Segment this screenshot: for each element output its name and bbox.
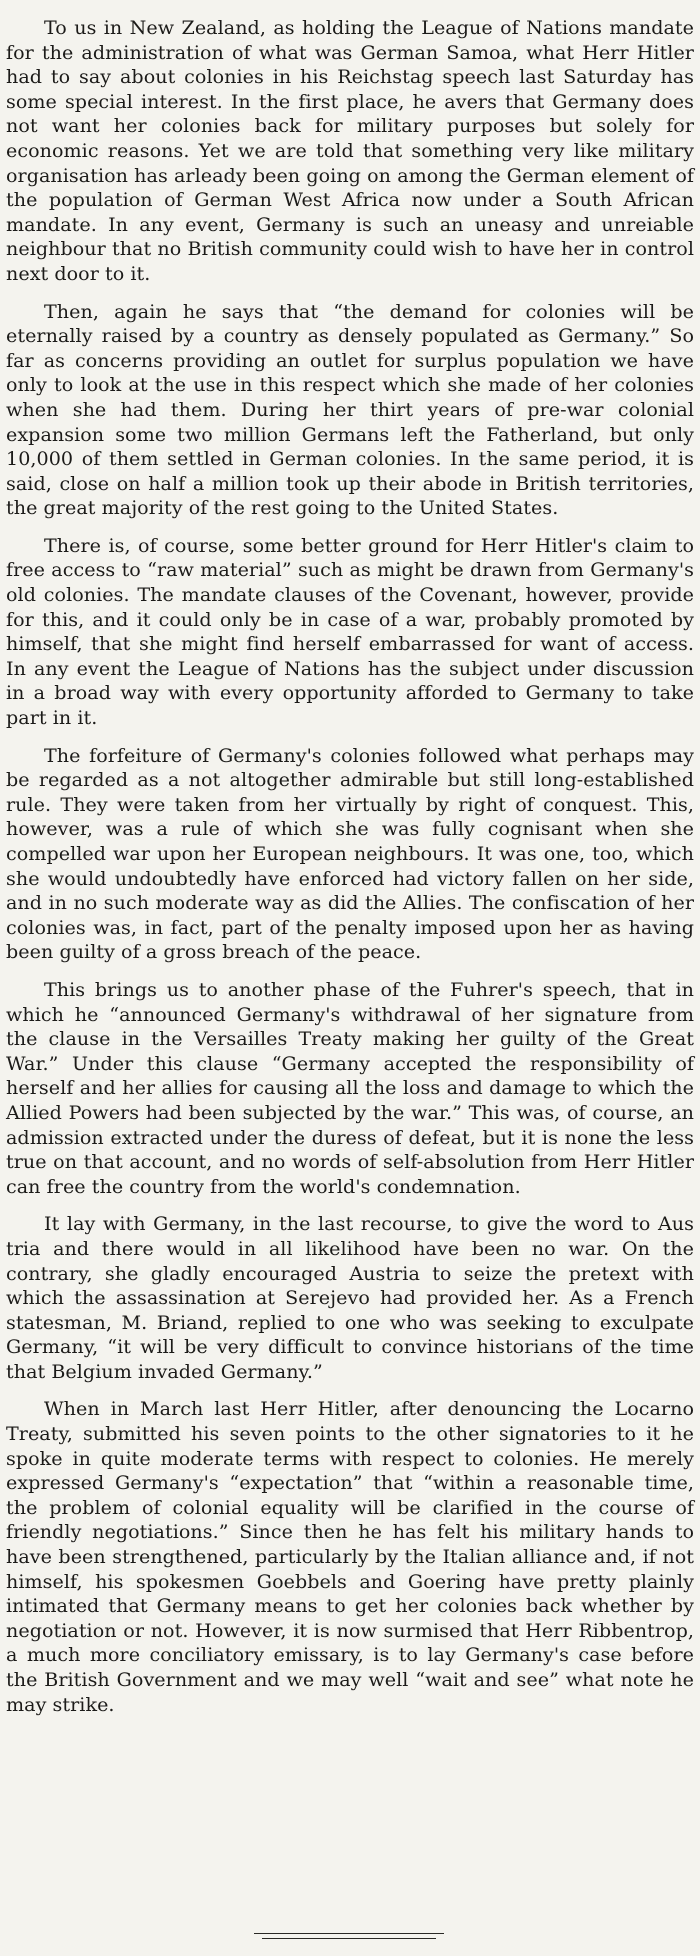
paragraph-forfeiture: The forfeiture of Germany's colonies followed what perhaps may be regarded as a not altogether admirable but still long-established rule. They were taken from her virtually by right of conquest. This, however, was a rule of which she was fully cognisant when she compelled war upon her European neighbours. It was one, too, which she would undoubtedly have enforced had victory fallen on her side, and in no such moderate way as did the Allies. The confiscation of her colonies was, in fact, part of the penalty imposed upon her as having been guilty of a gross breach of the peace. [6, 743, 694, 964]
end-rule-top [254, 1933, 444, 1934]
paragraph-population: Then, again he says that “the demand for colonies will be eternally raised by a country as densely populated as Germany.” So far as concerns providing an outlet for surplus population we have only to look at the use in this respect which she made of her colonies when she had them. During her thirt years of pre-war colonial expansion some two million Germans left the Fatherland, but only 10,000 of them settled in German colonies. In the same period, it is said, close on half a million took up their abode in British territories, the great majority of the rest going to the United States. [6, 299, 694, 520]
paragraph-locarno: When in March last Herr Hitler, after denouncing the Locarno Treaty, submitted his seven points to the other signatories to it he spoke in quite moderate terms with respect to colonies. He merely expressed Germany's “expectation” that “within a reasonable time, the problem of colonial equality will be clarified in the course of friendly negotiations.” Since then he has felt his military hands to have been strengthened, particularly by the Italian alliance and, if not himself, his spokesmen Goebbels and Goering have pretty plainly intimated that Germany means to get her colonies back whether by negotiation or not. However, it is now surmised that Herr Ribbentrop, a much more conciliatory emissary, is to lay Germany's case before the British Government and we may well “wait and see” what note he may strike. [6, 1397, 694, 1716]
paragraph-war-guilt: This brings us to another phase of the Fuhrer's speech, that in which he “announced Germany's withdrawal of her signature from the clause in the Versailles Treaty making her guilty of the Great War.” Under this clause “Germany accepted the responsibility of herself and her allies for causing all the loss and damage to which the Allied Powers had been subjected by the war.” This was, of course, an admission extracted under the duress of defeat, but it is none the less true on that account, and no words of self-absolution from Herr Hitler can free the country from the world's condemnation. [6, 977, 694, 1198]
editorial-article [6, 16, 694, 1717]
paragraph-samoa-mandate: To us in New Zealand, as holding the League of Nations mandate for the administration of what was German Samoa, what Herr Hitler had to say about colonies in his Reichstag speech last Saturday has some special interest. In the first place, he avers that Germany does not want her colonies back for military purposes but solely for economic reasons. Yet we are told that something very like military organisation has arleady been going on among the German element of the population of German West Africa now under a South African mandate. In any event, Germany is such an uneasy and unreiable neighbour that no British community could wish to have her in control next door to it. [6, 16, 694, 285]
end-rule-bottom [262, 1938, 436, 1939]
paragraph-raw-material: There is, of course, some better ground for Herr Hitler's claim to free access to “raw material” such as might be drawn from Germany's old colonies. The mandate clauses of the Covenant, however, provide for this, and it could only be in case of a war, probably promoted by himself, that she might find herself embarrassed for want of access. In any event the League of Nations has the subject under discussion in a broad way with every opportunity afforded to Germany to take part in it. [6, 533, 694, 730]
paragraph-austria: It lay with Germany, in the last recourse, to give the word to Aus tria and there would in all likelihood have been no war. On the contrary, she gladly encouraged Austria to seize the pretext with which the assassination at Serejevo had provided her. As a French statesman, M. Briand, replied to one who was seeking to exculpate Germany, “it will be very difficult to convince historians of the time that Belgium invaded Germany.” [6, 1212, 694, 1383]
